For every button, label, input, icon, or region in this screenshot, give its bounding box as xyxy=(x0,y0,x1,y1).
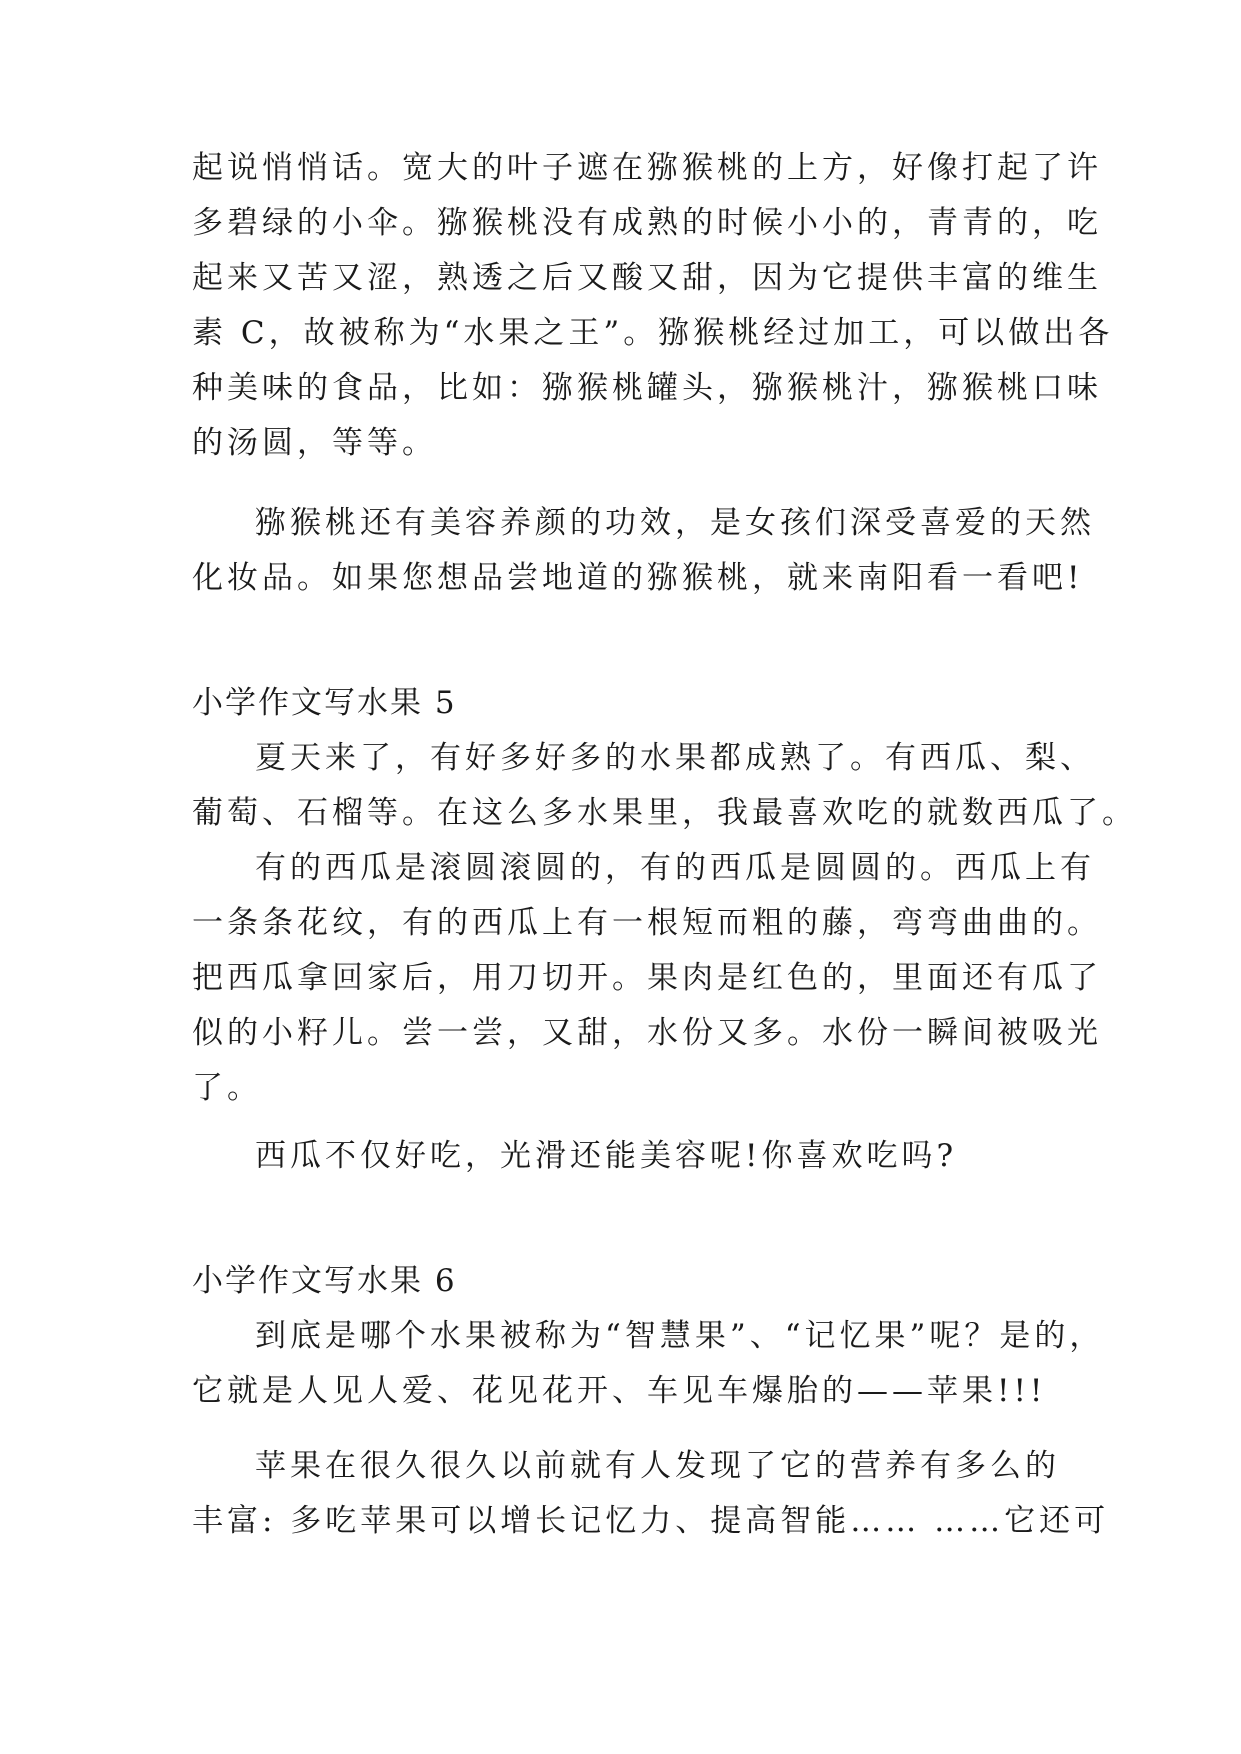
paragraph-first-line: 有的西瓜是滚圆滚圆的，有的西瓜是圆圆的。西瓜上有 xyxy=(255,850,1095,886)
section-heading: 小学作文写水果 6 xyxy=(192,1263,457,1299)
body-line: 的汤圆，等等。 xyxy=(192,425,437,461)
paragraph-first-line: 夏天来了，有好多好多的水果都成熟了。有西瓜、梨、 xyxy=(255,740,1095,776)
body-line: 起来又苦又涩，熟透之后又酸又甜，因为它提供丰富的维生 xyxy=(192,260,1102,296)
body-line: 葡萄、石榴等。在这么多水果里，我最喜欢吃的就数西瓜了。 xyxy=(192,795,1137,831)
body-line: 似的小籽儿。尝一尝，又甜，水份又多。水份一瞬间被吸光 xyxy=(192,1015,1102,1051)
body-line: 化妆品。如果您想品尝地道的猕猴桃，就来南阳看一看吧! xyxy=(192,560,1084,596)
paragraph-first-line: 西瓜不仅好吃，光滑还能美容呢!你喜欢吃吗? xyxy=(255,1138,958,1174)
body-line: 种美味的食品，比如：猕猴桃罐头，猕猴桃汁，猕猴桃口味 xyxy=(192,370,1102,406)
body-line: 丰富: 多吃苹果可以增长记忆力、提高智能…… ……它还可 xyxy=(192,1503,1110,1539)
paragraph-first-line: 苹果在很久很久以前就有人发现了它的营养有多么的 xyxy=(255,1448,1060,1484)
body-line: 素 C，故被称为“水果之王”。猕猴桃经过加工，可以做出各 xyxy=(192,315,1114,351)
body-line: 它就是人见人爱、花见花开、车见车爆胎的——苹果!!! xyxy=(192,1373,1047,1409)
paragraph-first-line: 到底是哪个水果被称为“智慧果”、“记忆果”呢？是的， xyxy=(255,1318,1105,1354)
paragraph-first-line: 猕猴桃还有美容养颜的功效，是女孩们深受喜爱的天然 xyxy=(255,505,1095,541)
body-line: 了。 xyxy=(192,1070,262,1106)
body-line: 起说悄悄话。宽大的叶子遮在猕猴桃的上方，好像打起了许 xyxy=(192,150,1102,186)
section-heading: 小学作文写水果 5 xyxy=(192,685,457,721)
body-line: 多碧绿的小伞。猕猴桃没有成熟的时候小小的，青青的，吃 xyxy=(192,205,1102,241)
body-line: 一条条花纹，有的西瓜上有一根短而粗的藤，弯弯曲曲的。 xyxy=(192,905,1102,941)
body-line: 把西瓜拿回家后，用刀切开。果肉是红色的，里面还有瓜了 xyxy=(192,960,1102,996)
